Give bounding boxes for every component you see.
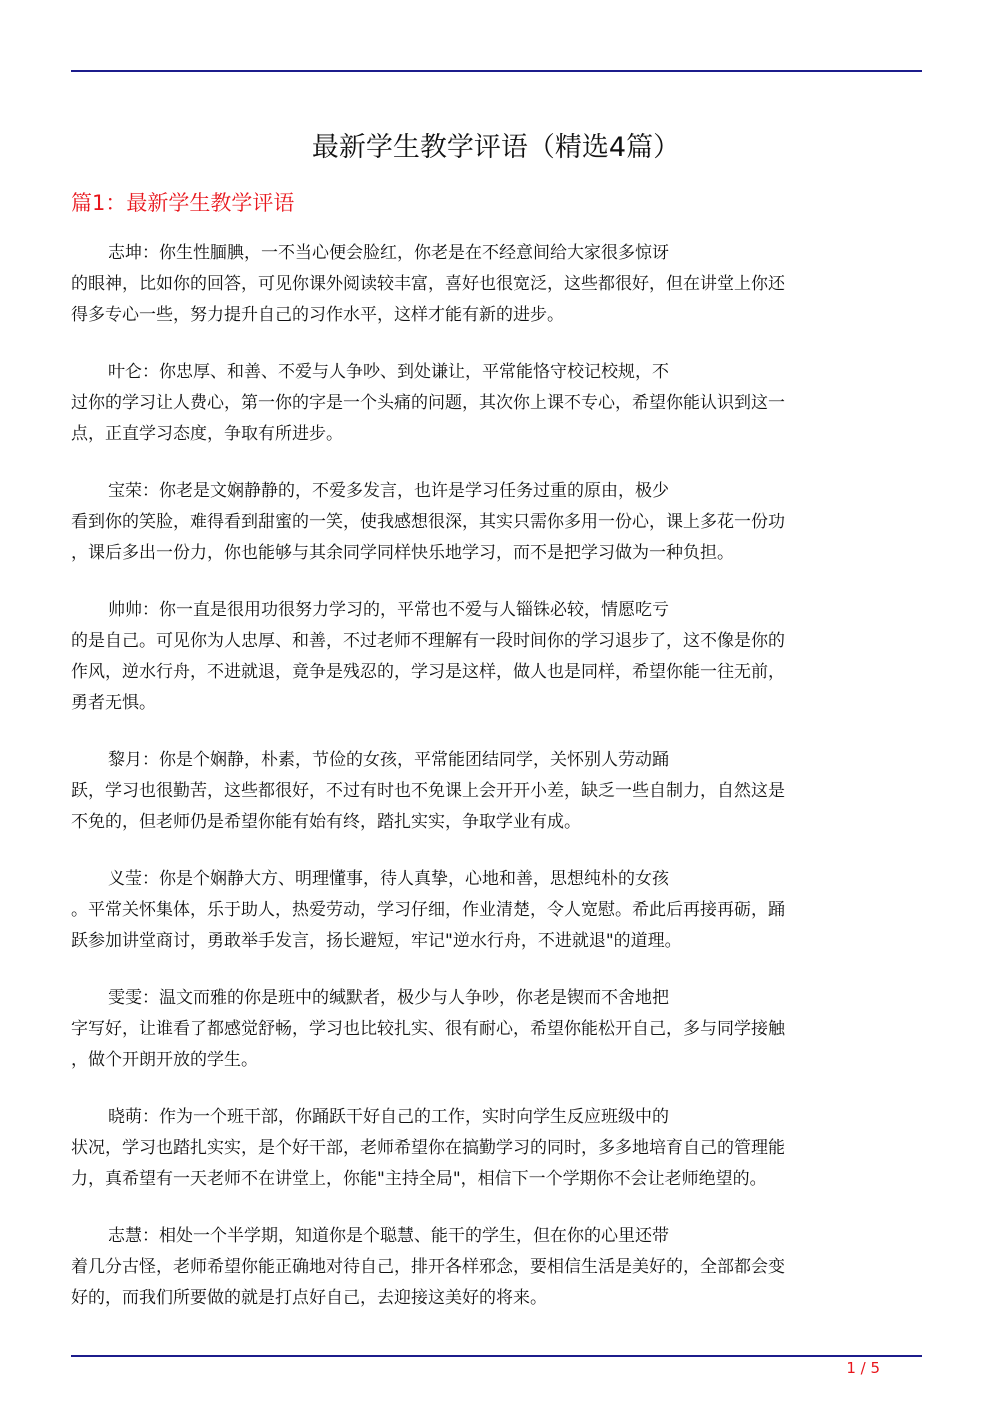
header-rule <box>71 70 922 72</box>
text-line: 叶仑：你忠厚、和善、不爱与人争吵、到处谦让，平常能恪守校记校规，不 <box>108 362 669 382</box>
text-line: 义莹：你是个娴静大方、明理懂事，待人真挚，心地和善，思想纯朴的女孩 <box>108 869 669 889</box>
document-body <box>71 238 916 1340</box>
text-line: 看到你的笑脸，难得看到甜蜜的一笑，使我感想很深，其实只需你多用一份心，课上多花一份功 <box>71 512 785 532</box>
text-line: ，做个开朗开放的学生。 <box>71 1050 258 1070</box>
text-line: 志慧：相处一个半学期，知道你是个聪慧、能干的学生，但在你的心里还带 <box>108 1226 669 1246</box>
paragraph-3 <box>71 476 916 569</box>
text-line: 作风，逆水行舟，不进就退，竟争是残忍的，学习是这样，做人也是同样，希望你能一往无前， <box>71 662 785 682</box>
text-line: 得多专心一些，努力提升自己的习作水平，这样才能有新的进步。 <box>71 305 564 325</box>
text-line: 勇者无惧。 <box>71 693 156 713</box>
paragraph-2 <box>71 357 916 450</box>
text-line: 雯雯：温文而雅的你是班中的缄默者，极少与人争吵，你老是锲而不舍地把 <box>108 988 669 1008</box>
text-line: 字写好，让谁看了都感觉舒畅，学习也比较扎实、很有耐心，希望你能松开自己，多与同学接触 <box>71 1019 785 1039</box>
page-number: 1 / 5 <box>846 1359 880 1377</box>
paragraph-5 <box>71 745 916 838</box>
text-line: 好的，而我们所要做的就是打点好自己，去迎接这美好的将来。 <box>71 1288 547 1308</box>
text-line: 的是自己。可见你为人忠厚、和善，不过老师不理解有一段时间你的学习退步了，这不像是你的 <box>71 631 785 651</box>
paragraph-1 <box>71 238 916 331</box>
text-line: 点，正直学习态度，争取有所进步。 <box>71 424 343 444</box>
footer-rule <box>71 1355 922 1357</box>
text-line: 过你的学习让人费心，第一你的字是一个头痛的问题，其次你上课不专心，希望你能认识到这一 <box>71 393 785 413</box>
paragraph-8 <box>71 1102 916 1195</box>
text-line: 力，真希望有一天老师不在讲堂上，你能"主持全局"，相信下一个学期你不会让老师绝望的。 <box>71 1169 767 1189</box>
paragraph-6 <box>71 864 916 957</box>
text-line: 的眼神，比如你的回答，可见你课外阅读较丰富，喜好也很宽泛，这些都很好，但在讲堂上你还 <box>71 274 785 294</box>
text-line: 跃参加讲堂商讨，勇敢举手发言，扬长避短，牢记"逆水行舟，不进就退"的道理。 <box>71 931 682 951</box>
text-line: 跃，学习也很勤苦，这些都很好，不过有时也不免课上会开开小差，缺乏一些自制力，自然这是 <box>71 781 785 801</box>
paragraph-4 <box>71 595 916 719</box>
text-line: 状况，学习也踏扎实实，是个好干部，老师希望你在搞勤学习的同时，多多地培育自己的管理能 <box>71 1138 785 1158</box>
text-line: 不免的，但老师仍是希望你能有始有终，踏扎实实，争取学业有成。 <box>71 812 581 832</box>
text-line: 帅帅：你一直是很用功很努力学习的，平常也不爱与人锱铢必较，情愿吃亏 <box>108 600 669 620</box>
text-line: 黎月：你是个娴静，朴素，节俭的女孩，平常能团结同学，关怀别人劳动踊 <box>108 750 669 770</box>
text-line: 晓萌：作为一个班干部，你踊跃干好自己的工作，实时向学生反应班级中的 <box>108 1107 669 1127</box>
text-line: ，课后多出一份力，你也能够与其余同学同样快乐地学习，而不是把学习做为一种负担。 <box>71 543 734 563</box>
paragraph-9 <box>71 1221 916 1314</box>
text-line: 。平常关怀集体，乐于助人，热爱劳动，学习仔细，作业清楚，令人宽慰。希此后再接再砺，踊 <box>71 900 785 920</box>
paragraph-7 <box>71 983 916 1076</box>
text-line: 宝荣：你老是文娴静静的，不爱多发言，也许是学习任务过重的原由，极少 <box>108 481 669 501</box>
document-title: 最新学生教学评语（精选4篇） <box>311 132 681 163</box>
text-line: 着几分古怪，老师希望你能正确地对待自己，排开各样邪念，要相信生活是美好的，全部都会变 <box>71 1257 785 1277</box>
section-heading: 篇1：最新学生教学评语 <box>71 191 295 215</box>
text-line: 志坤：你生性腼腆，一不当心便会脸红，你老是在不经意间给大家很多惊讶 <box>108 243 669 263</box>
